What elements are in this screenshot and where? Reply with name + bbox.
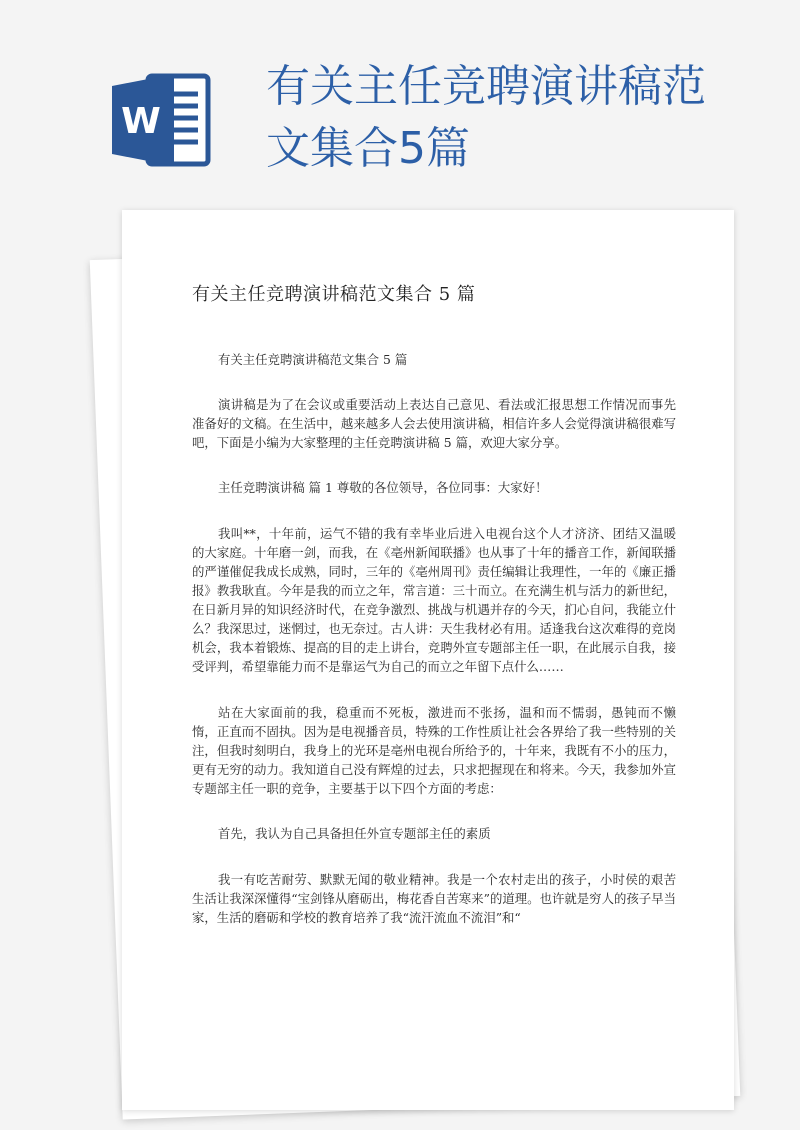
document-body — [192, 350, 676, 954]
paragraph-work-ethic: 我一有吃苦耐劳、默默无闻的敬业精神。我是一个农村走出的孩子，小时侯的艰苦生活让我深深懂得“宝剑锋从磨砺出，梅花香自苦寒来”的道理。也许就是穷人的孩子早当家，生活的磨砺和学校的教育培养了我“流汗流血不流泪”和“ — [192, 872, 676, 925]
paragraph-self-intro: 我叫**，十年前，运气不错的我有幸毕业后进入电视台这个人才济济、团结又温暖的大家庭。十年磨一剑，而我，在《亳州新闻联播》也从事了十年的播音工作，新闻联播的严谨催促我成长成熟，同时，三年的《亳州周刊》责任编辑让我理性，一年的《廉正播报》教我耿直。今年是我的而立之年，常言道：三十而立。在充满生机与活力的新世纪，在日新月异的知识经济时代，在竞争激烈、挑战与机遇并存的今天，扪心自问，我能立什么？我深思过，迷惘过，也无奈过。古人讲：天生我材必有用。适逢我台这次难得的竞岗机会，我本着锻炼、提高的目的走上讲台，竞聘外宣专题部主任一职，在此展示自我，接受评判，希望靠能力而不是靠运气为自己的而立之年留下点什么…… — [192, 526, 676, 674]
word-icon-letter: W — [121, 101, 161, 142]
page-heading-line1: 有关主任竞聘演讲稿范 — [266, 61, 706, 112]
page-heading-line2: 文集合5篇 — [266, 123, 470, 174]
paragraph-subtitle: 有关主任竞聘演讲稿范文集合 5 篇 — [218, 352, 408, 367]
paragraph-intro: 演讲稿是为了在会议或重要活动上表达自己意见、看法或汇报思想工作情况而事先准备好的文稿。在生活中，越来越多人会去使用演讲稿，相信许多人会觉得演讲稿很难写吧，下面是小编为大家整理的主任竞聘演讲稿 5 篇，欢迎大家分享。 — [192, 397, 676, 450]
paragraph-first-point: 首先，我认为自己具备担任外宣专题部主任的素质 — [218, 826, 491, 841]
header-banner — [0, 0, 800, 200]
document-page — [122, 210, 734, 1110]
document-title: 有关主任竞聘演讲稿范文集合 5 篇 — [192, 284, 476, 305]
page-heading — [266, 56, 736, 180]
word-document-icon — [108, 72, 212, 168]
paragraph-self-description: 站在大家面前的我，稳重而不死板，激进而不张扬，温和而不懦弱，愚钝而不懒惰，正直而不固执。因为是电视播音员，特殊的工作性质让社会各界给了我一些特别的关注，但我时刻明白，我身上的光环是亳州电视台所给予的，十年来，我既有不小的压力，更有无穷的动力。我知道自己没有辉煌的过去，只求把握现在和将来。今天，我参加外宣专题部主任一职的竞争，主要基于以下四个方面的考虑： — [192, 705, 676, 796]
paragraph-greeting: 主任竞聘演讲稿 篇 1 尊敬的各位领导，各位同事：大家好！ — [218, 480, 548, 495]
